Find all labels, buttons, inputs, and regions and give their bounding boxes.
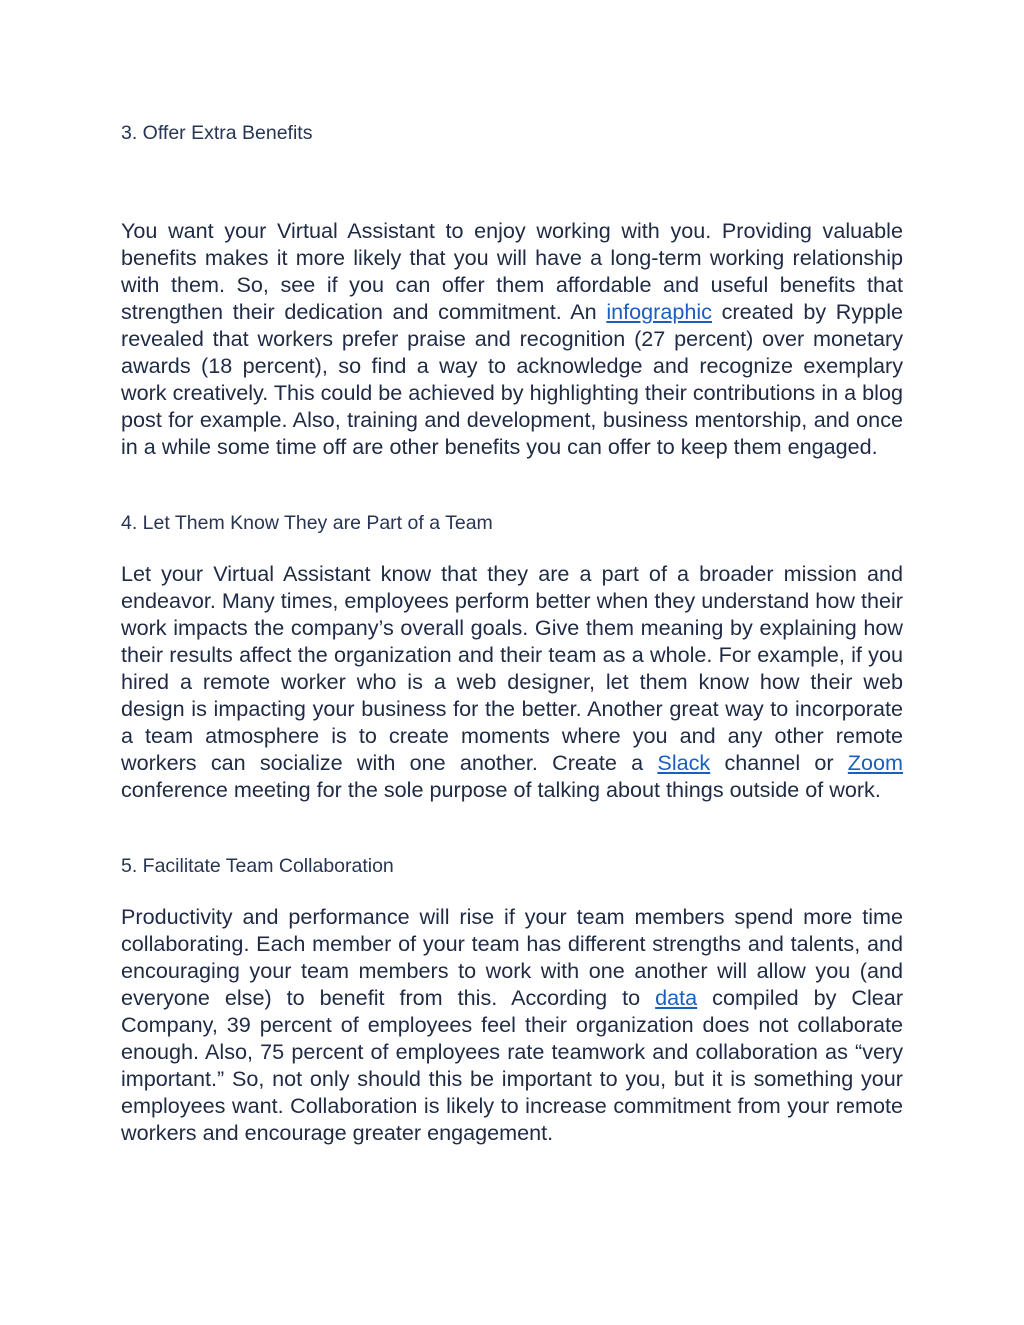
paragraph-text: Let your Virtual Assistant know that they are a part of a broader mission and endeavor. Many times, employees perform better when they understand how their work impacts the company’s overall goals. Give them meaning by explaining how their results affect the organization and their team as a whole. For example, if you hired a remote worker who is a web designer, let them know how their web design is impacting your business for the better. Another great way to incorporate a team atmosphere is to create moments where you and any other remote workers can socialize with one another. Create a bbox=[121, 561, 903, 775]
section-heading-offer-extra-benefits: 3. Offer Extra Benefits bbox=[121, 122, 313, 144]
paragraph-text: compiled by Clear Company, 39 percent of employees feel their organization does not collaborate enough. Also, 75 percent of employees rate teamwork and collaboration as “very important.” So, not only should this be important to you, but it is something your employees want. Collaboration is likely to increase commitment from your remote workers and encourage greater engagement. bbox=[121, 985, 904, 1145]
paragraph-text: conference meeting for the sole purpose of talking about things outside of work. bbox=[121, 777, 881, 802]
section-paragraph-offer-extra-benefits bbox=[121, 217, 903, 460]
paragraph-text: Productivity and performance will rise if your team members spend more time collaborating. Each member of your team has different strengths and talents, and encouraging your team members to work with one another will allow you (and everyone else) to benefit from this. According to bbox=[121, 904, 903, 1010]
data-link[interactable]: data bbox=[655, 985, 698, 1010]
slack-link[interactable]: Slack bbox=[657, 750, 711, 775]
paragraph-text: created by Rypple revealed that workers prefer praise and recognition (27 percent) over monetary awards (18 percent), so find a way to acknowledge and recognize exemplary work creatively. This could be achieved by highlighting their contributions in a blog post for example. Also, training and development, business mentorship, and once in a while some time off are other benefits you can offer to keep them engaged. bbox=[121, 299, 904, 459]
paragraph-text: channel or bbox=[710, 750, 848, 775]
zoom-link[interactable]: Zoom bbox=[847, 750, 903, 775]
section-heading-part-of-team: 4. Let Them Know They are Part of a Team bbox=[121, 512, 493, 534]
section-paragraph-team-collaboration bbox=[121, 903, 903, 1146]
section-heading-team-collaboration: 5. Facilitate Team Collaboration bbox=[121, 855, 394, 877]
infographic-link[interactable]: infographic bbox=[606, 299, 712, 324]
section-paragraph-part-of-team bbox=[121, 560, 903, 803]
paragraph-text: You want your Virtual Assistant to enjoy working with you. Providing valuable benefits makes it more likely that you will have a long-term working relationship with them. So, see if you can offer them affordable and useful benefits that strengthen their dedication and commitment. An bbox=[121, 218, 903, 324]
